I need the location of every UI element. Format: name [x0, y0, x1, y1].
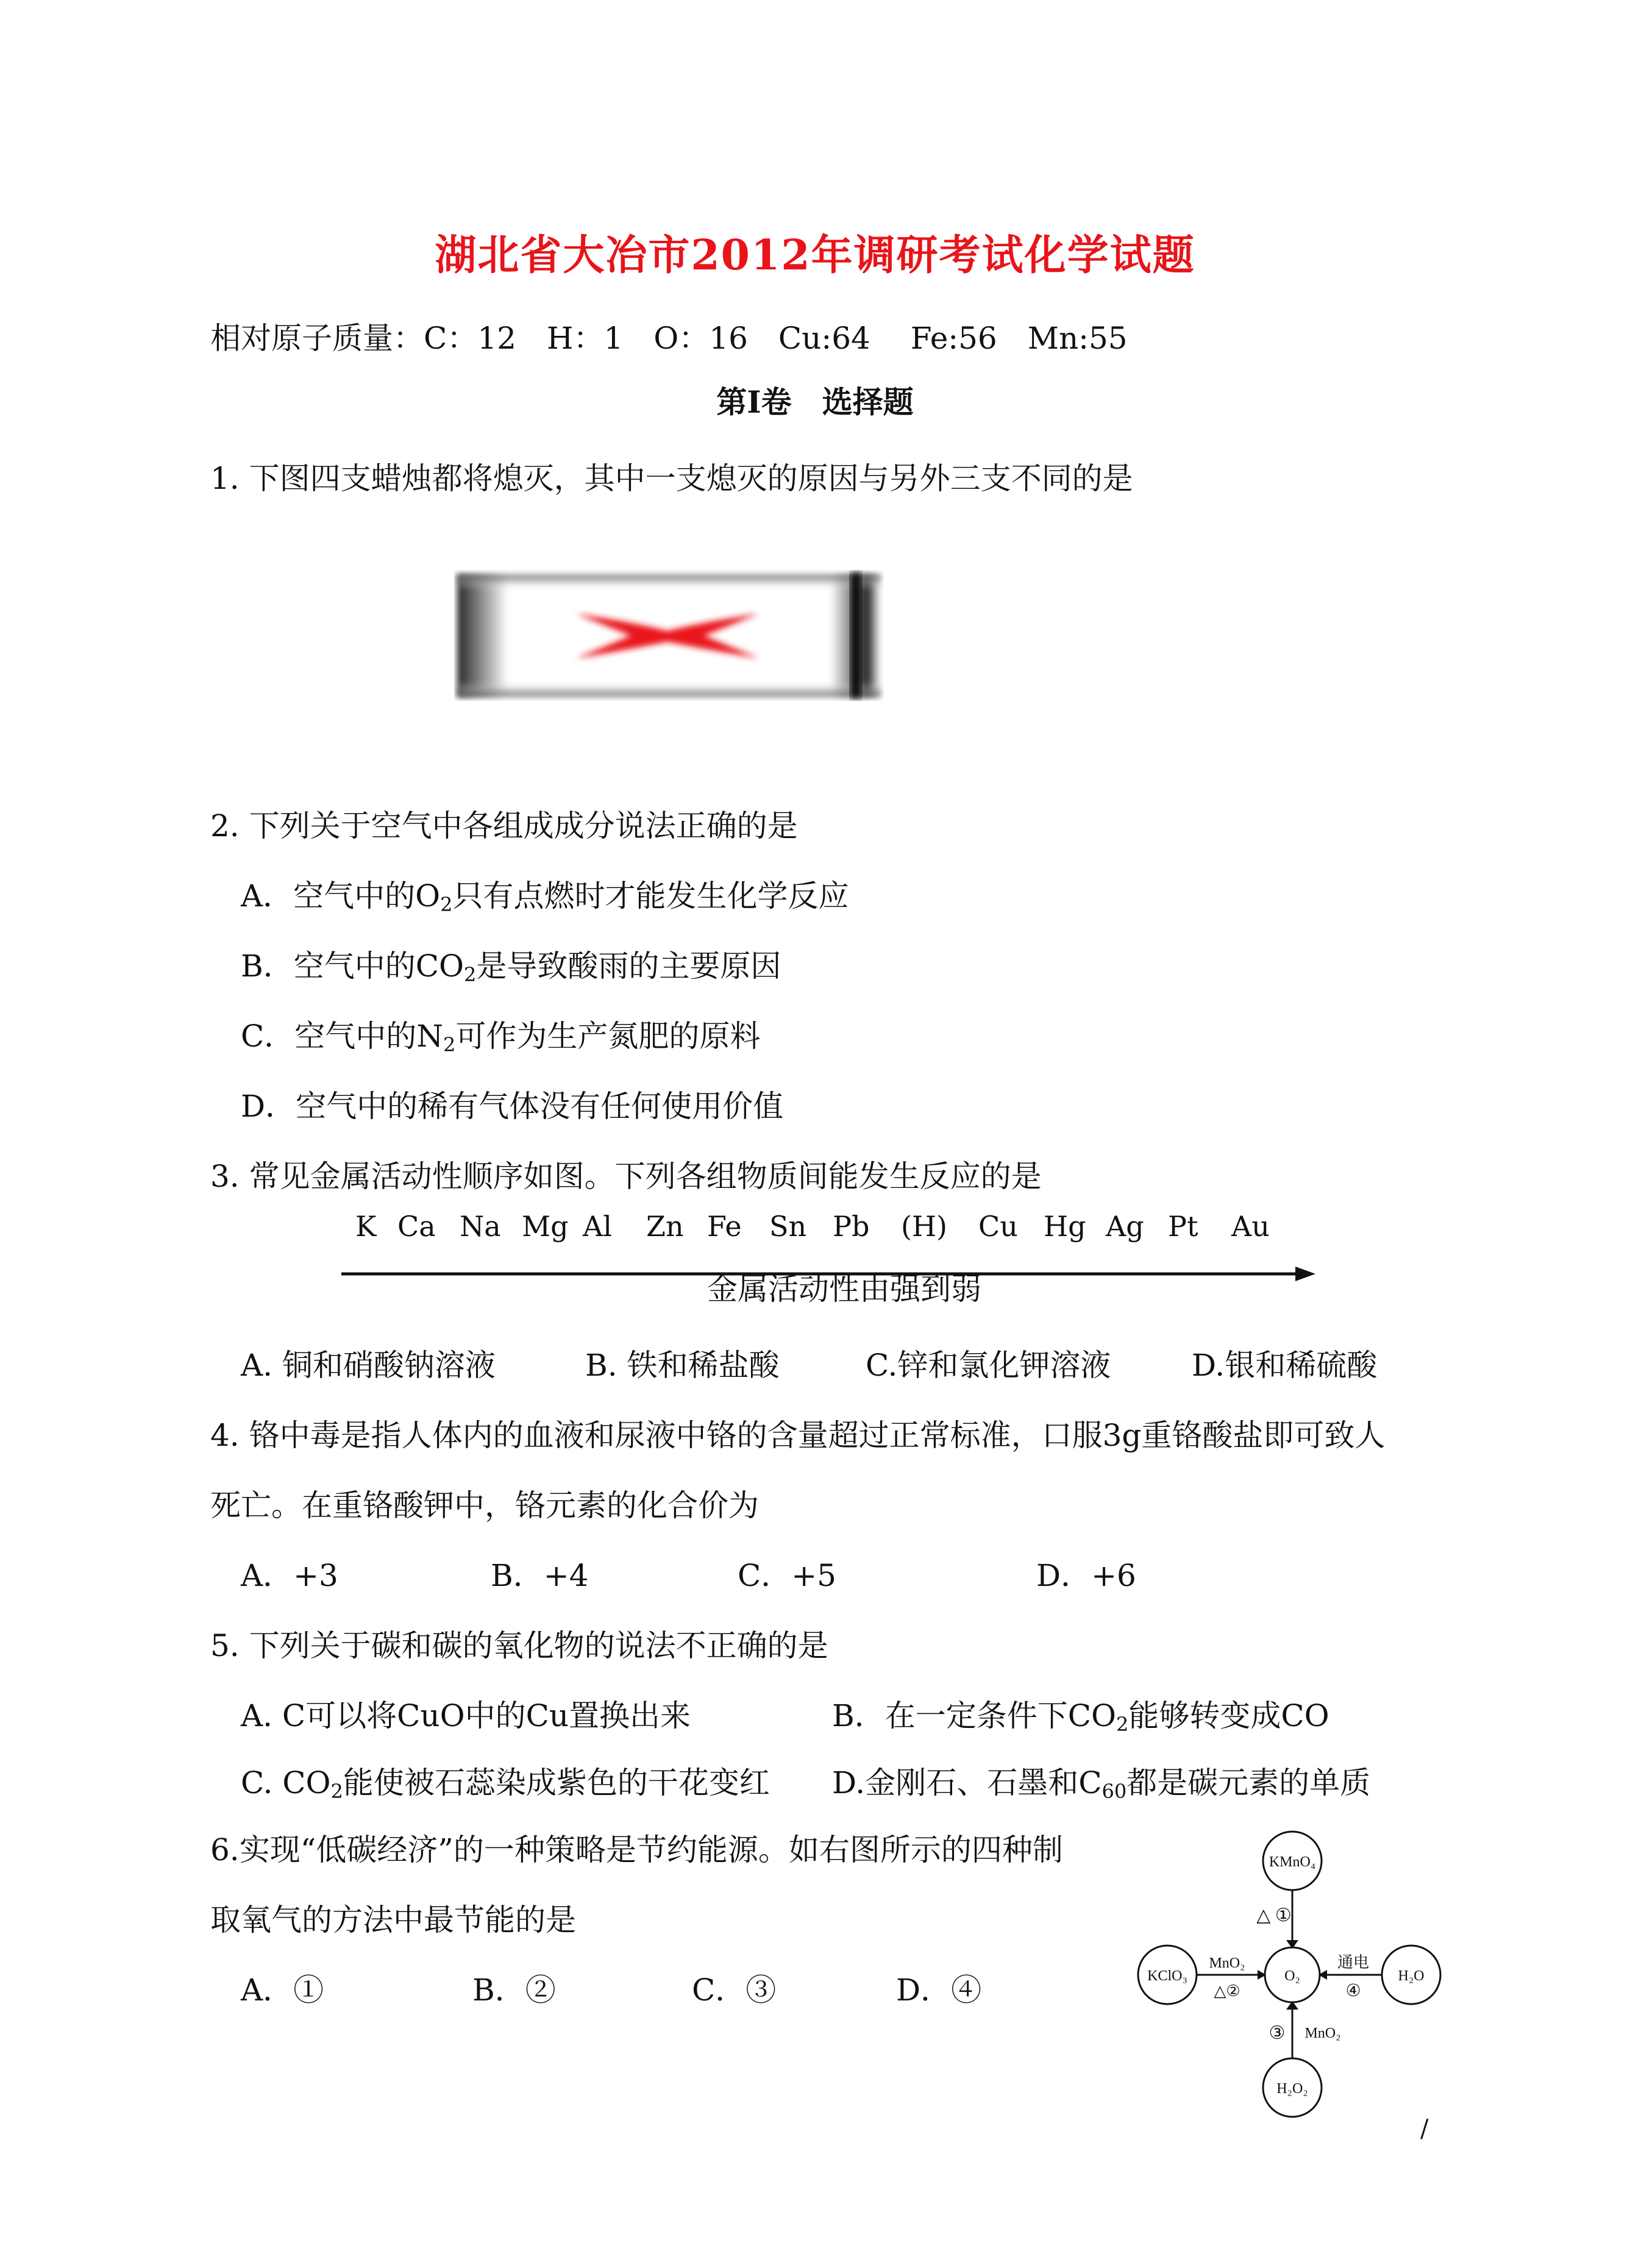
metal-4: Mg — [522, 1210, 569, 1243]
metal-11: Cu — [978, 1210, 1018, 1243]
metal-2: Ca — [397, 1210, 436, 1243]
diagram-cond-4-bottom: ④ — [1345, 1982, 1361, 2000]
q3-stem: 3. 常见金属活动性顺序如图。下列各组物质间能发生反应的是 — [210, 1159, 1042, 1194]
activity-arrow-label: 金属活动性由强到弱 — [707, 1271, 981, 1307]
q2-option-b: B．空气中的$CO_2$是导致酸雨的主要原因 — [241, 948, 781, 986]
q5-option-a: A. C可以将CuO中的Cu置换出来 — [241, 1698, 691, 1733]
metal-13: Ag — [1106, 1210, 1144, 1243]
q5-stem: 5. 下列关于碳和碳的氧化物的说法不正确的是 — [210, 1628, 828, 1663]
q5-option-b: B．在一定条件下$CO_2$能够转变成CO — [832, 1698, 1329, 1736]
q3-option-b: B. 铁和稀盐酸 — [585, 1348, 780, 1383]
broken-image-icon — [454, 570, 884, 701]
q4-option-d: D．+6 — [1036, 1558, 1136, 1593]
diagram-o2: O₂ — [1284, 1968, 1300, 1984]
q3-option-c: C.锌和氯化钾溶液 — [866, 1348, 1111, 1383]
diagram-cond-2-top: MnO₂ — [1209, 1955, 1245, 1971]
q2-option-d: D．空气中的稀有气体没有任何使用价值 — [241, 1089, 784, 1124]
diagram-cond-1: △ ① — [1256, 1905, 1292, 1925]
q4-option-a: A．+3 — [241, 1558, 338, 1593]
diagram-cond-4-top: 通电 — [1337, 1953, 1370, 1971]
q4-stem-line2: 死亡。在重铬酸钾中，铬元素的化合价为 — [210, 1488, 759, 1523]
metal-8: Sn — [769, 1210, 807, 1243]
q6-stem-line1: 6.实现“低碳经济”的一种策略是节约能源。如右图所示的四种制 — [210, 1832, 1063, 1868]
diagram-cond-3-catalyst: MnO₂ — [1304, 2025, 1341, 2041]
metal-7: Fe — [707, 1210, 742, 1243]
diagram-h2o2: H₂O₂ — [1276, 2081, 1308, 2097]
diagram-cond-3: ③ — [1269, 2023, 1286, 2043]
q2-stem: 2. 下列关于空气中各组成成分说法正确的是 — [210, 808, 798, 844]
metal-10: (H) — [901, 1210, 948, 1243]
q4-option-c: C．+5 — [738, 1558, 836, 1593]
q2-option-a: A．空气中的$O_2$只有点燃时才能发生化学反应 — [241, 878, 849, 916]
q6-stem-line2: 取氧气的方法中最节能的是 — [210, 1902, 576, 1938]
metal-1: K — [355, 1210, 377, 1243]
metal-3: Na — [460, 1210, 501, 1243]
diagram-cond-2-bottom: △② — [1214, 1982, 1240, 2000]
diagram-h2o: H₂O — [1398, 1968, 1425, 1984]
oxygen-preparation-diagram — [1134, 1829, 1451, 2121]
metal-14: Pt — [1168, 1210, 1198, 1243]
q3-option-d: D.银和稀硫酸 — [1192, 1348, 1378, 1383]
diagram-kmno4: KMnO₄ — [1269, 1854, 1316, 1870]
metal-12: Hg — [1044, 1210, 1086, 1243]
q5-option-d: D.金刚石、石墨和$C_{60}$都是碳元素的单质 — [832, 1765, 1371, 1803]
q6-option-d: D．④ — [896, 1972, 982, 2008]
page-mark: / — [1420, 2115, 1429, 2143]
q6-option-a: A．① — [241, 1972, 324, 2008]
diagram-kclo3: KClO₃ — [1147, 1968, 1187, 1984]
q5-option-c: C. $CO_2$能使被石蕊染成紫色的干花变红 — [241, 1765, 770, 1803]
atomic-masses: 相对原子质量：C：12 H：1 O：16 Cu:64 Fe:56 Mn:55 — [210, 321, 1128, 356]
q4-stem-line1: 4. 铬中毒是指人体内的血液和尿液中铬的含量超过正常标准，口服3g重铬酸盐即可致人 — [210, 1418, 1386, 1453]
q1-stem: 1. 下图四支蜡烛都将熄灭，其中一支熄灭的原因与另外三支不同的是 — [210, 461, 1133, 496]
q4-option-b: B．+4 — [491, 1558, 589, 1593]
metal-5: Al — [583, 1210, 612, 1243]
section-heading: 第Ⅰ卷 选择题 — [716, 384, 914, 420]
broken-image-placeholder — [454, 570, 884, 701]
q2-option-c: C．空气中的$N_2$可作为生产氮肥的原料 — [241, 1018, 761, 1056]
metal-9: Pb — [833, 1210, 870, 1243]
exam-title: 湖北省大冶市2012年调研考试化学试题 — [435, 231, 1195, 280]
metal-15: Au — [1231, 1210, 1270, 1243]
q3-option-a: A. 铜和硝酸钠溶液 — [241, 1348, 496, 1383]
q6-option-b: B．② — [472, 1972, 556, 2008]
metal-6: Zn — [646, 1210, 684, 1243]
q6-option-c: C．③ — [692, 1972, 777, 2008]
